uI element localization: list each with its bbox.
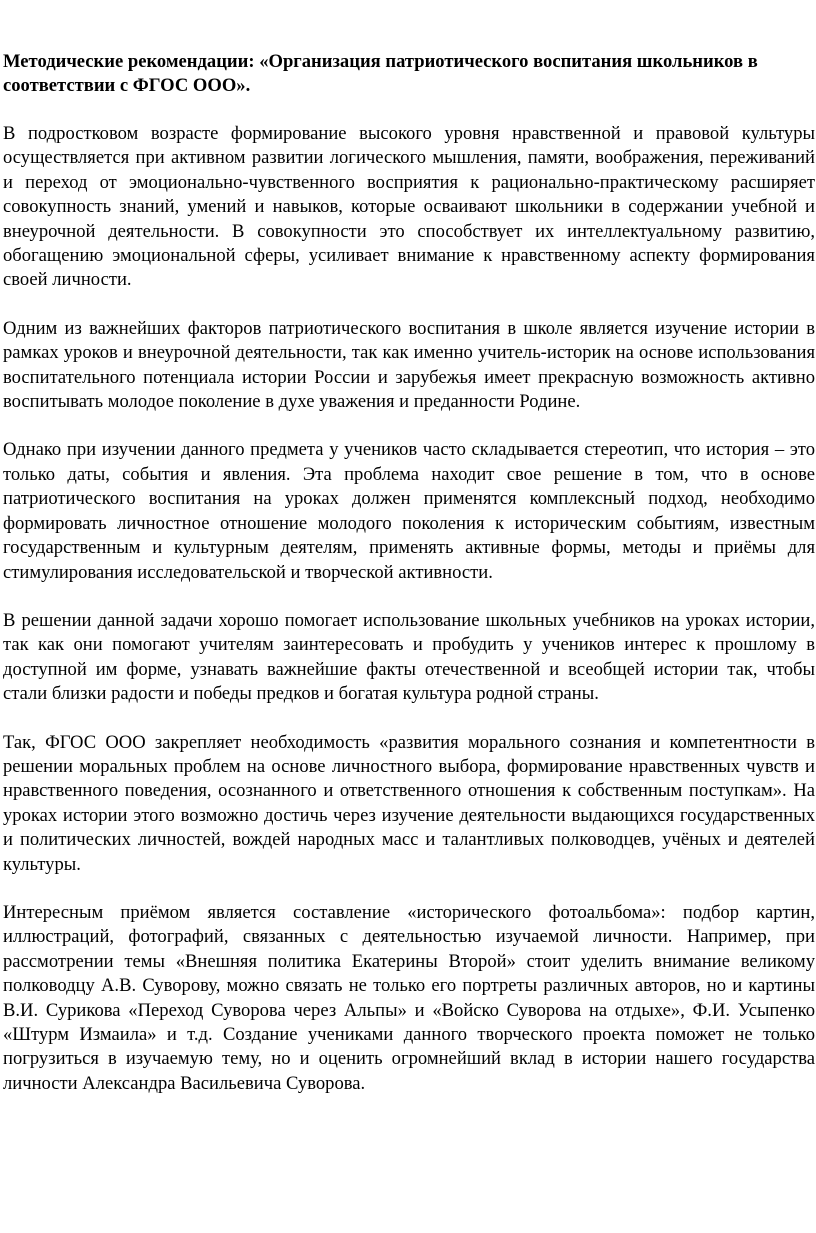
paragraph-2: Одним из важнейших факторов патриотического воспитания в школе является изучение истории в рамках уроков и внеурочной деятельности, так как именно учитель-историк на основе использования воспитательного потенциала истории России и зарубежья имеет прекрасную возможность активно воспитывать молодое поколение в духе уважения и преданности Родине. [3, 317, 815, 413]
paragraph-4: В решении данной задачи хорошо помогает использование школьных учебников на уроках истории, так как они помогают учителям заинтересовать и пробудить у учеников интерес к прошлому в доступной им форме, узнавать важнейшие факты отечественной и всеобщей истории так, чтобы стали близки радости и победы предков и богатая культура родной страны. [3, 609, 815, 705]
document-page [3, 50, 815, 1120]
paragraph-1: В подростковом возрасте формирование высокого уровня нравственной и правовой культуры осуществляется при активном развитии логического мышления, памяти, воображения, переживаний и переход от эмоционально-чувственного восприятия к рационально-практическому расширяет совокупность знаний, умений и навыков, которые осваивают школьники в содержании учебной и внеурочной деятельности. В совокупности это способствует их интеллектуальному развитию, обогащению эмоциональной сферы, усиливает внимание к нравственному аспекту формирования своей личности. [3, 123, 815, 291]
paragraph-3: Однако при изучении данного предмета у учеников часто складывается стереотип, что история – это только даты, события и явления. Эта проблема находит свое решение в том, что в основе патриотического воспитания на уроках должен применятся комплексный подход, необходимо формировать личностное отношение молодого поколения к историческим событиям, известным государственным и культурным деятелям, применять активные формы, методы и приёмы для стимулирования исследовательской и творческой активности. [3, 439, 815, 583]
paragraph-6: Интересным приёмом является составление «исторического фотоальбома»: подбор картин, иллюстраций, фотографий, связанных с деятельностью изучаемой личности. Например, при рассмотрении темы «Внешняя политика Екатерины Второй» стоит уделить внимание великому полководцу А.В. Суворову, можно связать не только его портреты различных авторов, но и картины В.И. Сурикова «Переход Суворова через Альпы» и «Войско Суворова на отдыхе», Ф.И. Усыпенко «Штурм Измаила» и т.д. Создание учениками данного творческого проекта поможет не только погрузиться в изучаемую тему, но и оценить огромнейший вклад в истории нашего государства личности Александра Васильевича Суворова. [3, 901, 815, 1094]
document-title: Методические рекомендации: «Организация патриотического воспитания школьников в соответствии с ФГОС ООО». [3, 51, 758, 96]
paragraph-5: Так, ФГОС ООО закрепляет необходимость «развития морального сознания и компетентности в решении моральных проблем на основе личностного выбора, формирование нравственных чувств и нравственного поведения, осознанного и ответственного отношения к собственным поступкам». На уроках истории этого возможно достичь через изучение деятельности выдающихся государственных и политических личностей, вождей народных масс и талантливых полководцев, учёных и деятелей культуры. [3, 731, 815, 875]
